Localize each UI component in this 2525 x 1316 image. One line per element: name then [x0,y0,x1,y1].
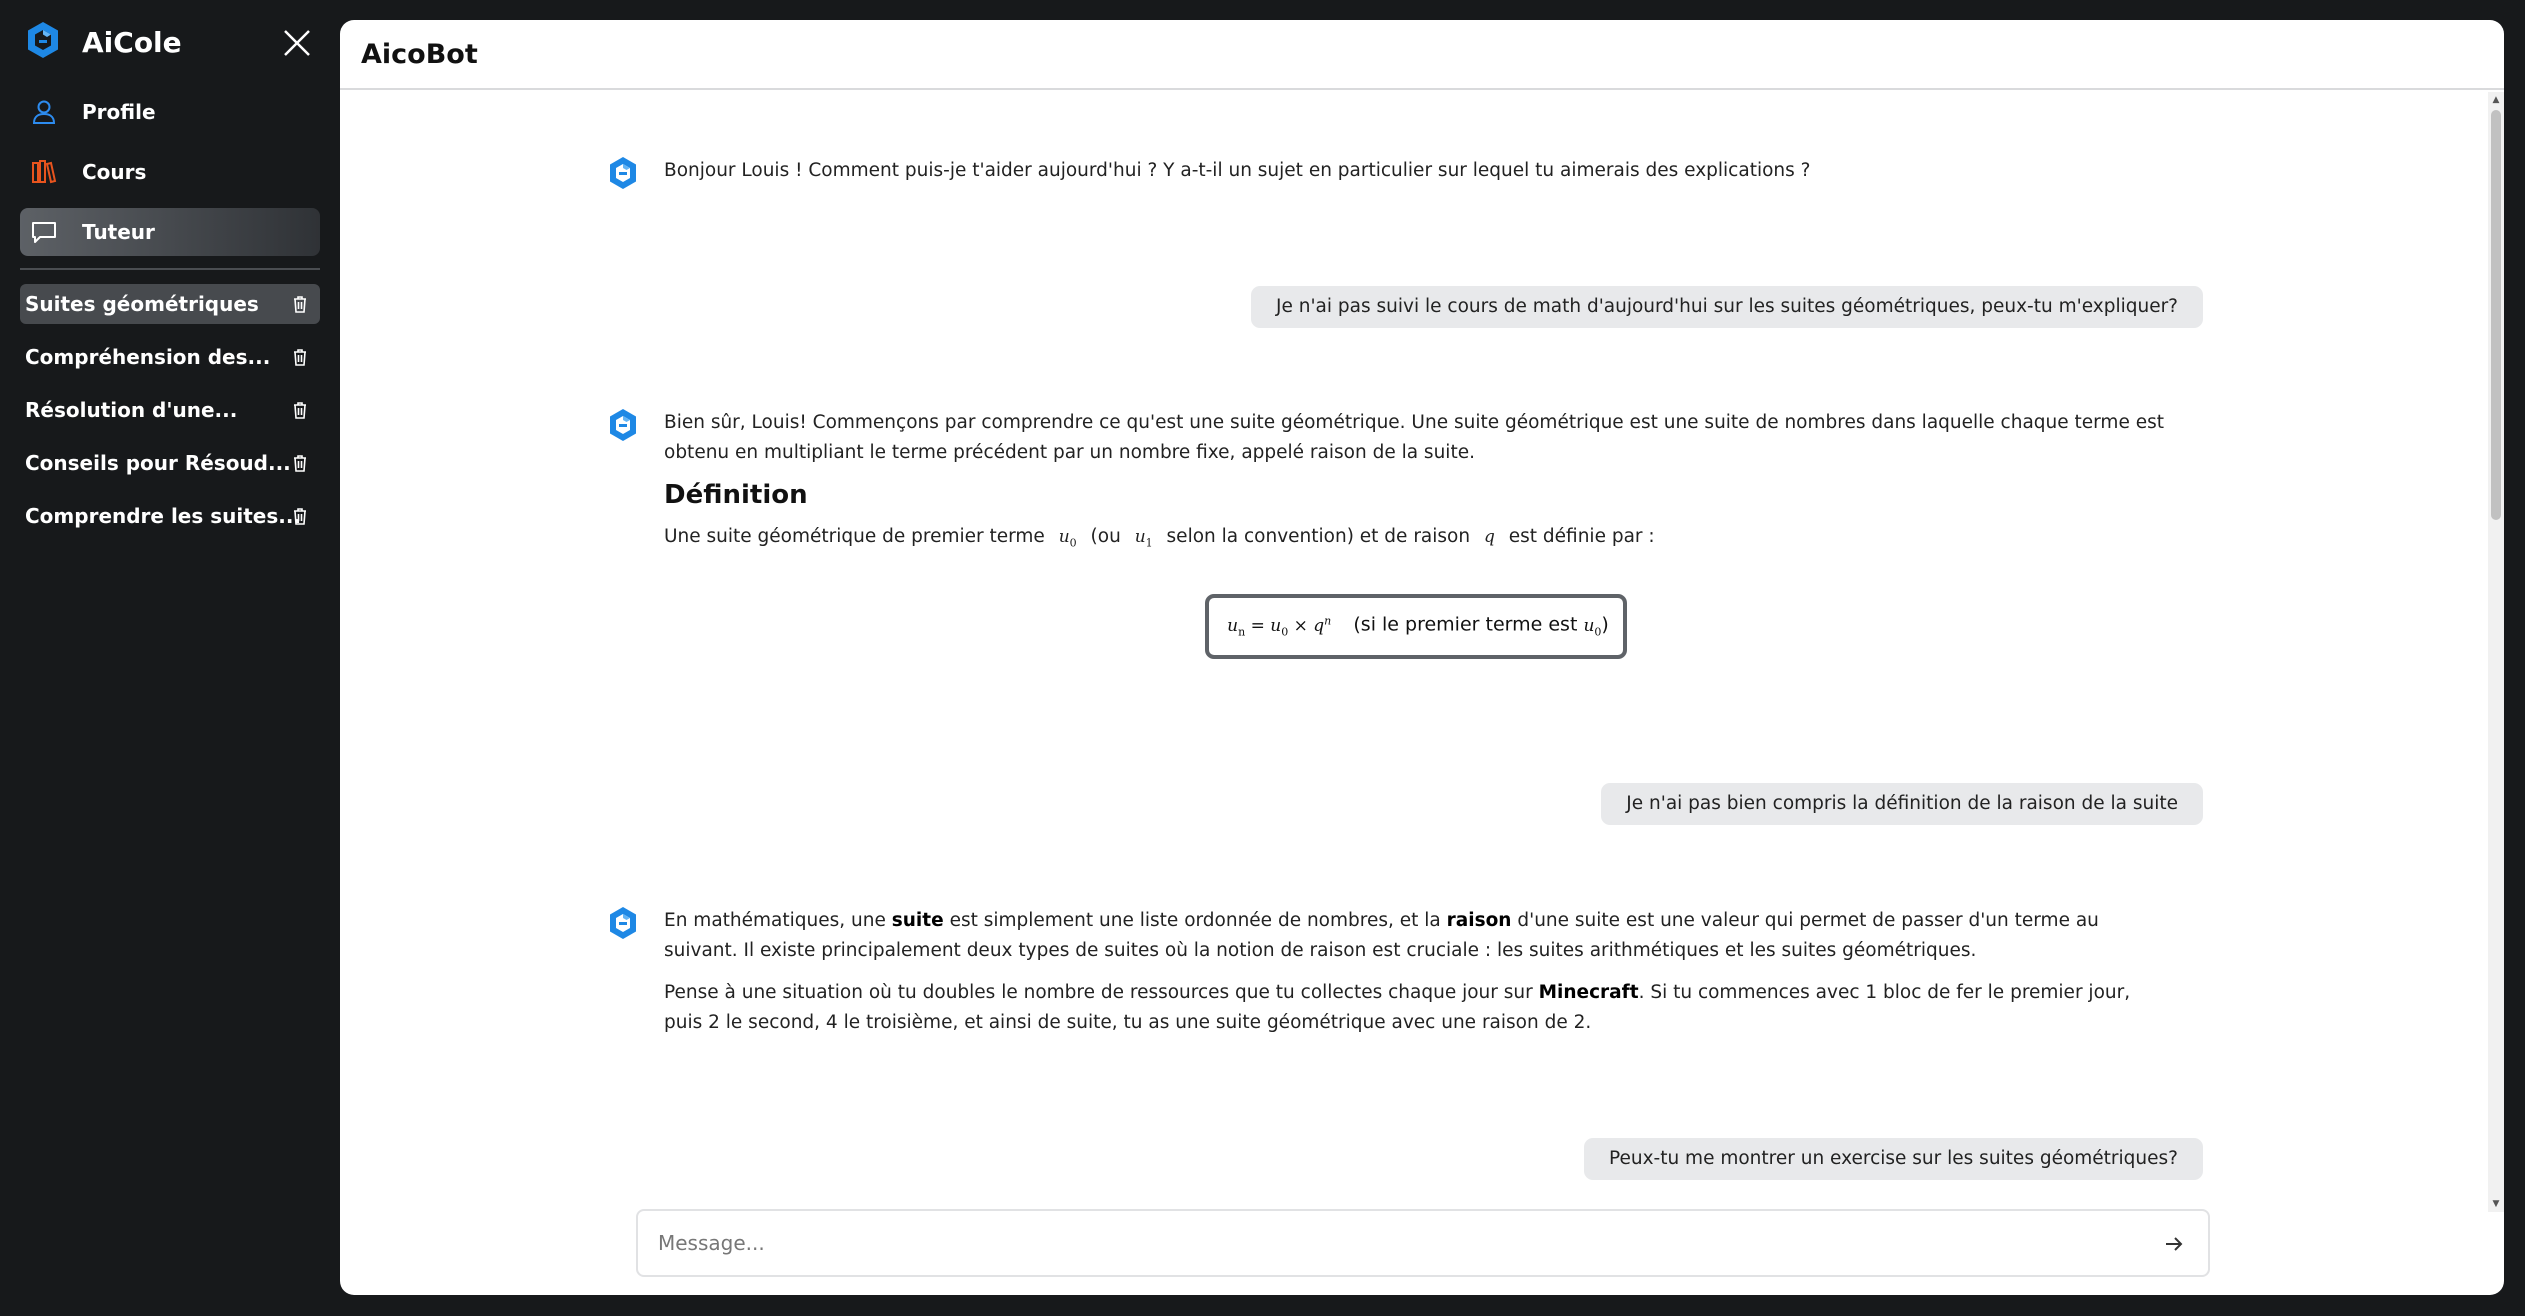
user-message [1584,1138,2203,1180]
nav-item-label: Cours [82,160,147,184]
history-item[interactable] [20,390,320,430]
sidebar-nav [20,88,320,268]
arrow-right-icon [2162,1232,2186,1256]
formula-note-end: ) [1601,614,1609,637]
nav-item-label: Profile [82,100,156,124]
bot-message-text: Pense à une situation où tu doubles le nombre de ressources que tu collectes chaque jour sur Minecraft. Si tu commences avec 1 bloc de fer le premier jour, puis 2 le second, 4 le troisième, et ainsi de suite, tu as une suite géométrique avec une raison de 2. [664,982,2131,1033]
trash-icon[interactable] [290,400,310,420]
main-header [340,20,2504,90]
bot-avatar-icon [608,906,642,940]
books-icon [30,158,58,186]
main-panel [340,20,2504,1295]
nav-item-label: Tuteur [82,220,155,244]
user-message-text: Peux-tu me montrer un exercise sur les suites géométriques? [1584,1138,2203,1180]
message-composer [636,1209,2210,1277]
definition-part: selon la convention) et de raison [1166,526,1471,547]
math-u0: $u_0$ [1058,527,1077,550]
close-sidebar-button[interactable] [280,26,314,60]
formula-note: (si le premier terme est [1353,614,1578,637]
bot-message-text: Bien sûr, Louis! Commençons par comprendre ce qu'est une suite géométrique. Une suite géométrique est une suite de nombres dans laquelle chaque terme est obtenu en multipliant le terme précédent par un nombre fixe, appelé raison de la suite. [664,412,2164,463]
history-item[interactable] [20,443,320,483]
user-message-text: Je n'ai pas suivi le cours de math d'aujourd'hui sur les suites géométriques, peux-tu m'expliquer? [1251,286,2203,328]
nav-item-profile[interactable] [20,88,320,136]
bot-message-text: Bonjour Louis ! Comment puis-je t'aider aujourd'hui ? Y a-t-il un sujet en particulier sur lequel tu aimerais des explications ? [664,160,1811,181]
user-message-text: Je n'ai pas bien compris la définition de la raison de la suite [1601,783,2203,825]
chat-bubble-icon [30,218,58,246]
nav-item-tuteur[interactable] [20,208,320,256]
history-item[interactable] [20,284,320,324]
trash-icon[interactable] [290,453,310,473]
history-item[interactable] [20,337,320,377]
bot-message [608,156,2168,198]
definition-text [664,522,2168,558]
bot-avatar-icon [608,408,642,442]
conversation-history [20,284,320,549]
definition-part: est définie par : [1508,526,1655,547]
scroll-down-icon[interactable]: ▼ [2492,1199,2500,1209]
history-item[interactable] [20,496,320,536]
math-u0: $u_0$ [1583,616,1602,639]
close-icon [280,26,314,60]
scroll-up-icon[interactable]: ▲ [2492,95,2500,105]
trash-icon[interactable] [290,294,310,314]
sidebar [0,0,338,1316]
user-message [1601,783,2203,825]
math-q: q [1483,527,1495,547]
brand[interactable] [26,22,182,62]
formula-box [1205,594,1627,659]
definition-part: Une suite géométrique de premier terme [664,526,1045,547]
history-item-label: Résolution d'une... [25,398,238,422]
page-title: AicoBot [361,38,478,70]
history-item-label: Suites géométriques [25,292,259,316]
history-item-label: Comprendre les suites... [25,504,302,528]
chat-thread[interactable] [340,92,2488,1212]
bot-avatar-icon [608,156,642,190]
definition-part: (ou [1090,526,1121,547]
user-message [1251,286,2203,328]
brand-name: AiCole [82,25,182,59]
bot-message-text: En mathématiques, une suite est simplement une liste ordonnée de nombres, et la raison d'une suite est une valeur qui permet de passer d'un terme au suivant. Il existe principalement deux types de suites où la notion de raison est cruciale : les suites arithmétiques et les suites géométriques. [664,910,2099,961]
formula-container [664,594,2168,659]
history-item-label: Compréhension des... [25,345,271,369]
definition-heading: Définition [664,480,808,510]
trash-icon[interactable] [290,347,310,367]
history-item-label: Conseils pour Résoud... [25,451,291,475]
math-u1: $u_1$ [1134,527,1153,550]
bot-message [608,408,2168,659]
trash-icon[interactable] [290,506,310,526]
sidebar-divider [20,268,320,270]
nav-item-cours[interactable] [20,148,320,196]
chat-scrollbar[interactable] [2488,92,2504,1212]
formula-math: $u_n = u_0 \times q^n$ [1227,614,1332,639]
scrollbar-thumb[interactable] [2491,110,2501,520]
message-input[interactable] [658,1211,2098,1275]
user-icon [30,98,58,126]
aicole-logo-icon [26,21,60,63]
bot-message [608,906,2168,1050]
send-button[interactable] [2162,1232,2186,1256]
